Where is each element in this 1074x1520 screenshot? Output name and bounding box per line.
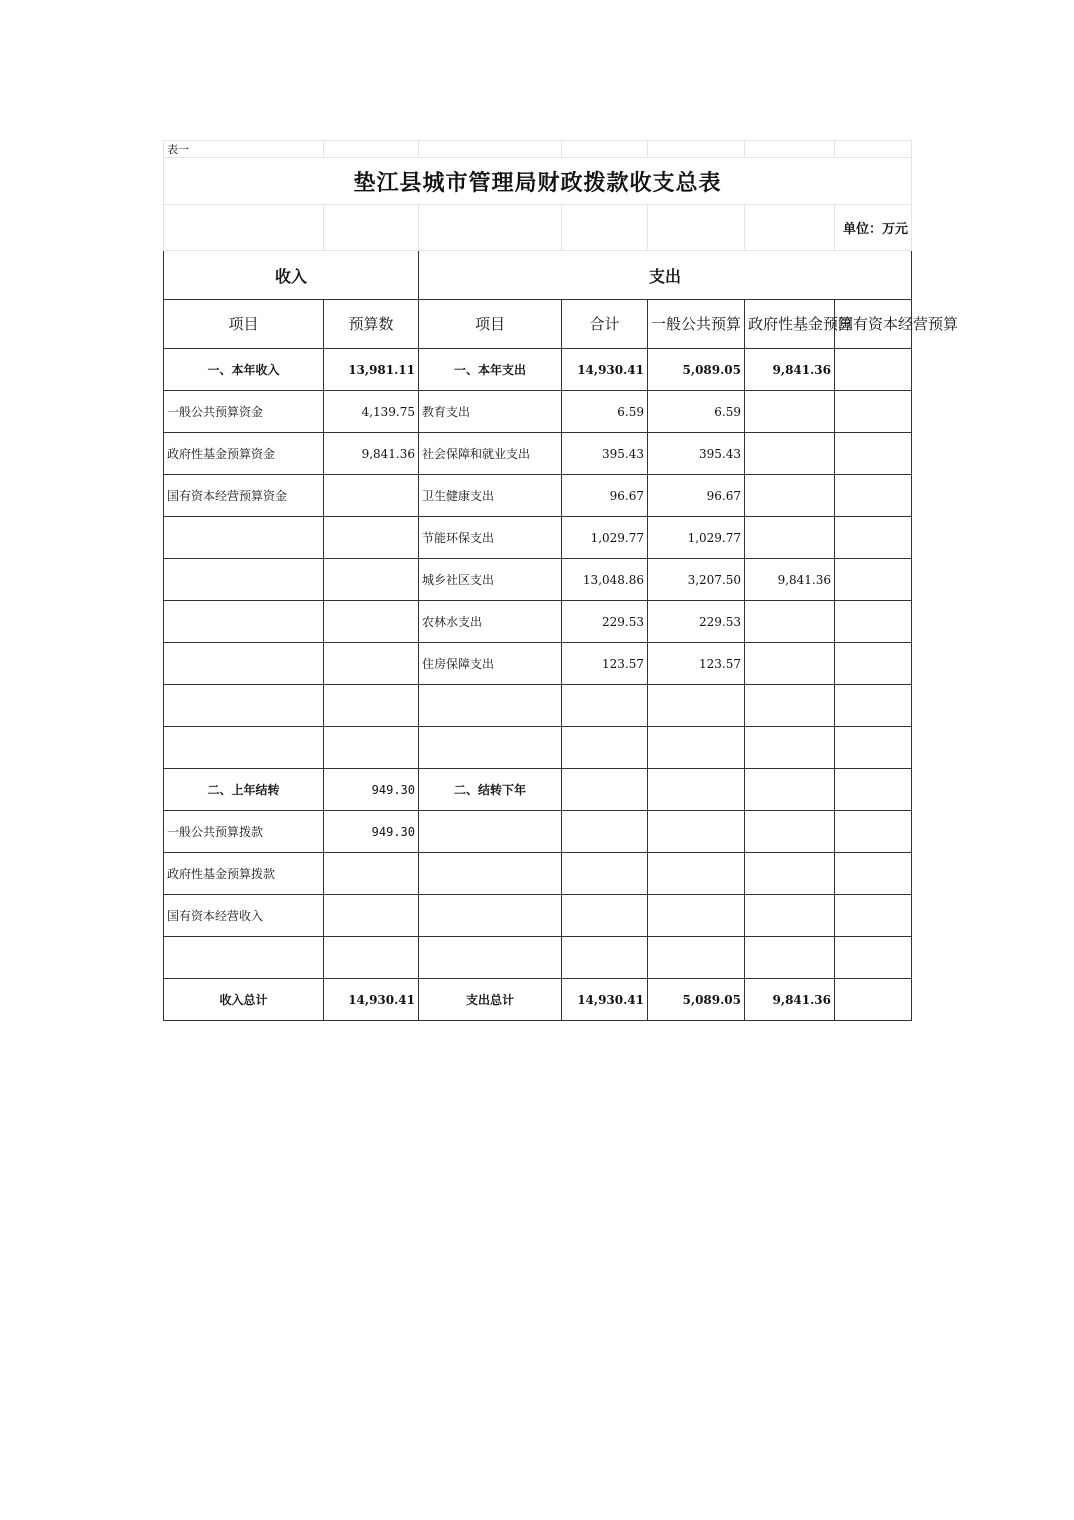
income-item — [164, 601, 324, 643]
col-expense-item: 项目 — [419, 300, 562, 349]
expense-item — [419, 811, 562, 853]
expense-item: 教育支出 — [419, 391, 562, 433]
income-value — [324, 559, 419, 601]
income-value — [324, 643, 419, 685]
expense-fund — [745, 685, 835, 727]
income-total-label: 收入总计 — [164, 979, 324, 1021]
expense-fund — [745, 601, 835, 643]
expense-total — [562, 937, 648, 979]
expense-state — [835, 517, 912, 559]
income-value — [324, 727, 419, 769]
expense-item: 住房保障支出 — [419, 643, 562, 685]
table-row — [164, 391, 912, 433]
expense-state — [835, 559, 912, 601]
expense-fund — [745, 769, 835, 811]
expense-general — [648, 727, 745, 769]
expense-state — [835, 475, 912, 517]
income-item: 政府性基金预算拨款 — [164, 853, 324, 895]
unit-row — [164, 205, 912, 251]
expense-state — [835, 685, 912, 727]
expense-item: 二、结转下年 — [419, 769, 562, 811]
expense-item: 城乡社区支出 — [419, 559, 562, 601]
page-title: 垫江县城市管理局财政拨款收支总表 — [164, 158, 912, 205]
unit-label: 单位：万元 — [835, 205, 912, 251]
expense-general: 123.57 — [648, 643, 745, 685]
col-state-capital-budget: 国有资本经营预算 — [835, 300, 912, 349]
expense-item: 农林水支出 — [419, 601, 562, 643]
expense-state — [835, 895, 912, 937]
col-income-item: 项目 — [164, 300, 324, 349]
income-item — [164, 937, 324, 979]
expense-fund — [745, 475, 835, 517]
expense-total — [562, 853, 648, 895]
expense-item — [419, 895, 562, 937]
income-item: 一、本年收入 — [164, 349, 324, 391]
income-item: 二、上年结转 — [164, 769, 324, 811]
table-row — [164, 601, 912, 643]
expense-total — [562, 685, 648, 727]
expense-general: 229.53 — [648, 601, 745, 643]
table-row — [164, 853, 912, 895]
expense-item: 社会保障和就业支出 — [419, 433, 562, 475]
expense-general-total: 5,089.05 — [648, 979, 745, 1021]
expense-total: 14,930.41 — [562, 349, 648, 391]
expense-general: 6.59 — [648, 391, 745, 433]
expense-general: 96.67 — [648, 475, 745, 517]
income-section-header: 收入 — [164, 251, 419, 300]
expense-state — [835, 937, 912, 979]
expense-total — [562, 727, 648, 769]
budget-table — [163, 140, 959, 1021]
budget-sheet — [163, 140, 959, 1021]
expense-fund — [745, 643, 835, 685]
expense-fund: 9,841.36 — [745, 559, 835, 601]
expense-state — [835, 727, 912, 769]
income-item — [164, 727, 324, 769]
col-income-budget: 预算数 — [324, 300, 419, 349]
expense-total: 13,048.86 — [562, 559, 648, 601]
expense-fund — [745, 937, 835, 979]
col-total: 合计 — [562, 300, 648, 349]
income-item: 国有资本经营预算资金 — [164, 475, 324, 517]
expense-total — [562, 811, 648, 853]
table-row — [164, 811, 912, 853]
expense-item — [419, 727, 562, 769]
column-header-row — [164, 300, 912, 349]
expense-fund — [745, 391, 835, 433]
expense-general: 5,089.05 — [648, 349, 745, 391]
table-row — [164, 937, 912, 979]
expense-state — [835, 601, 912, 643]
expense-general — [648, 895, 745, 937]
expense-total-label: 支出总计 — [419, 979, 562, 1021]
table-row — [164, 685, 912, 727]
expense-general — [648, 769, 745, 811]
expense-total — [562, 895, 648, 937]
expense-state — [835, 769, 912, 811]
expense-general: 395.43 — [648, 433, 745, 475]
income-value — [324, 475, 419, 517]
expense-state-total — [835, 979, 912, 1021]
expense-state — [835, 643, 912, 685]
expense-fund — [745, 517, 835, 559]
expense-item: 节能环保支出 — [419, 517, 562, 559]
table-row — [164, 559, 912, 601]
expense-section-header: 支出 — [419, 251, 912, 300]
col-fund-budget: 政府性基金预算 — [745, 300, 835, 349]
expense-item — [419, 937, 562, 979]
income-item — [164, 559, 324, 601]
income-item: 一般公共预算拨款 — [164, 811, 324, 853]
expense-fund — [745, 853, 835, 895]
col-general-budget: 一般公共预算 — [648, 300, 745, 349]
income-value: 9,841.36 — [324, 433, 419, 475]
sheet-tag-row — [164, 141, 912, 158]
income-value: 949.30 — [324, 811, 419, 853]
income-value: 949.30 — [324, 769, 419, 811]
expense-item: 卫生健康支出 — [419, 475, 562, 517]
income-item — [164, 517, 324, 559]
income-value — [324, 937, 419, 979]
income-value: 4,139.75 — [324, 391, 419, 433]
expense-item — [419, 685, 562, 727]
expense-state — [835, 349, 912, 391]
income-item: 国有资本经营收入 — [164, 895, 324, 937]
income-value — [324, 601, 419, 643]
table-row — [164, 727, 912, 769]
expense-total: 1,029.77 — [562, 517, 648, 559]
income-item: 一般公共预算资金 — [164, 391, 324, 433]
expense-total — [562, 769, 648, 811]
section-header-row — [164, 251, 912, 300]
expense-fund-total: 9,841.36 — [745, 979, 835, 1021]
income-value — [324, 895, 419, 937]
expense-state — [835, 391, 912, 433]
expense-general — [648, 685, 745, 727]
expense-fund — [745, 895, 835, 937]
table-row — [164, 643, 912, 685]
expense-total: 229.53 — [562, 601, 648, 643]
expense-fund — [745, 727, 835, 769]
expense-state — [835, 853, 912, 895]
expense-total: 6.59 — [562, 391, 648, 433]
income-item — [164, 685, 324, 727]
income-value — [324, 517, 419, 559]
income-value: 13,981.11 — [324, 349, 419, 391]
expense-item — [419, 853, 562, 895]
sheet-tag: 表一 — [164, 141, 324, 158]
expense-general: 3,207.50 — [648, 559, 745, 601]
expense-total-value: 14,930.41 — [562, 979, 648, 1021]
table-row — [164, 895, 912, 937]
income-item: 政府性基金预算资金 — [164, 433, 324, 475]
expense-general — [648, 937, 745, 979]
table-row — [164, 769, 912, 811]
expense-fund — [745, 811, 835, 853]
expense-total: 123.57 — [562, 643, 648, 685]
expense-general — [648, 853, 745, 895]
expense-total: 395.43 — [562, 433, 648, 475]
expense-fund: 9,841.36 — [745, 349, 835, 391]
income-value — [324, 853, 419, 895]
expense-total: 96.67 — [562, 475, 648, 517]
table-row — [164, 517, 912, 559]
income-total-value: 14,930.41 — [324, 979, 419, 1021]
expense-state — [835, 811, 912, 853]
table-row — [164, 433, 912, 475]
income-value — [324, 685, 419, 727]
table-row — [164, 475, 912, 517]
expense-fund — [745, 433, 835, 475]
title-row — [164, 158, 912, 205]
totals-row — [164, 979, 912, 1021]
income-item — [164, 643, 324, 685]
expense-state — [835, 433, 912, 475]
expense-general: 1,029.77 — [648, 517, 745, 559]
expense-item: 一、本年支出 — [419, 349, 562, 391]
expense-general — [648, 811, 745, 853]
table-row — [164, 349, 912, 391]
